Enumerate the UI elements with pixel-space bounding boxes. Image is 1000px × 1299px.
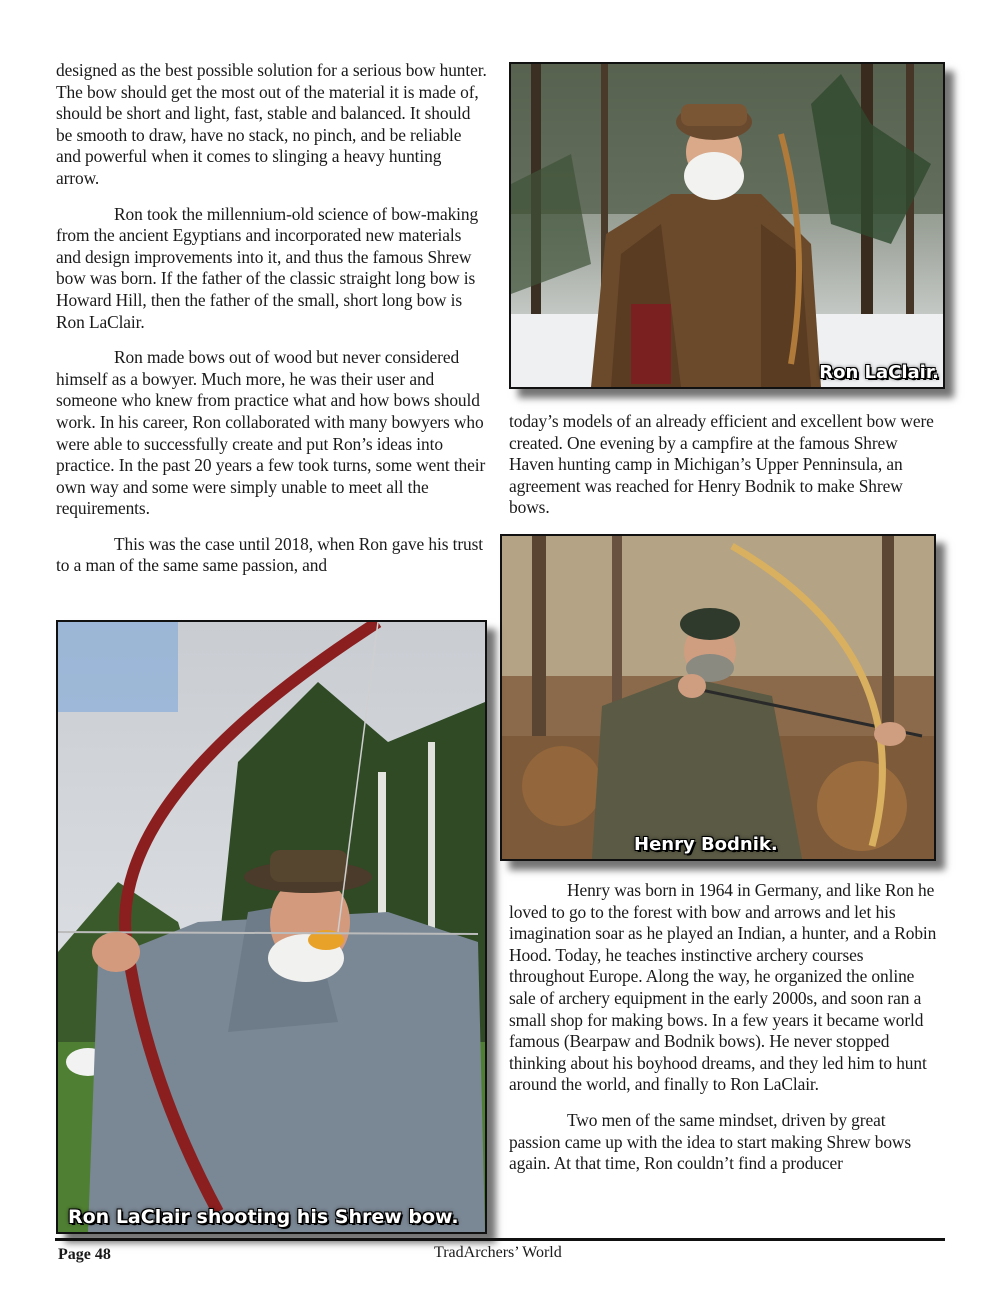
photo-caption: Ron LaClair. (819, 362, 939, 383)
photo-henry-bodnik (500, 534, 936, 861)
column-left-text (56, 60, 488, 591)
photo-scene (502, 536, 934, 859)
paragraph: today’s models of an already efficient and excellent bow were created. One evening by a campfire at the famous Shrew Haven hunting camp in Michigan’s Upper Penninsula, an agreement was reached for Henry Bodnik to make Shrew bows. (509, 411, 934, 518)
paragraph: designed as the best possible solution for a serious bow hunter. The bow should get the most out of the material it is made of, should be short and light, fast, stable and balanced. It should be smooth to draw, have no stack, no pinch, and be reliable and powerful when it comes to slinging a heavy hunting arrow. (56, 60, 487, 188)
photo-scene (511, 64, 943, 387)
page-number: Page 48 (58, 1246, 111, 1263)
magazine-name: TradArchers’ World (434, 1244, 562, 1261)
footer-rule (55, 1238, 945, 1241)
paragraph: Ron took the millennium-old science of bow-making from the ancient Egyptians and incorporated new materials and design improvements into it, and thus the famous Shrew bow was born. If the father of the classic straight long bow is Howard Hill, then the father of the small, short long bow is Ron LaClair. (56, 203, 479, 332)
photo-caption: Ron LaClair shooting his Shrew bow. (68, 1206, 459, 1228)
paragraph: This was the case until 2018, when Ron gave his trust to a man of the same same passion, and (56, 533, 484, 576)
paragraph: Henry was born in 1964 in Germany, and like Ron he loved to go to the forest with bow and arrows and let his imagination soar as he played an Indian, a hunter, and a Robin Hood. Today, he teaches instinctive archery courses throughout Europe. Along the way, he organized the online sale of archery equipment in the early 2000s, and soon ran a small shop for making bows. In a few years it became world famous (Bearpaw and Bodnik bows). He never stopped thinking about his boyhood dreams, and they led him to hunt around the world, and finally to Ron LaClair. (509, 880, 937, 1095)
photo-caption: Henry Bodnik. (634, 834, 778, 855)
photo-scene (58, 622, 485, 1232)
photo-ron-laclair-fur-coat (509, 62, 945, 389)
paragraph: Ron made bows out of wood but never considered himself as a bowyer. Much more, he was their user and someone who knew from practice what and how bows should work. In his career, Ron collaborated with many bowyers who were able to successfully create and put Ron’s ideas into practice. In the past 20 years a few took turns, some went their own way and some were simply unable to meet all the requirements. (56, 347, 486, 519)
column-right-text-lower (509, 880, 941, 1189)
column-right-text-upper (509, 411, 941, 533)
photo-ron-laclair-shooting (56, 620, 487, 1234)
paragraph: Two men of the same mindset, driven by great passion came up with the idea to start making Shrew bows again. At that time, Ron couldn’t find a producer (509, 1109, 912, 1174)
